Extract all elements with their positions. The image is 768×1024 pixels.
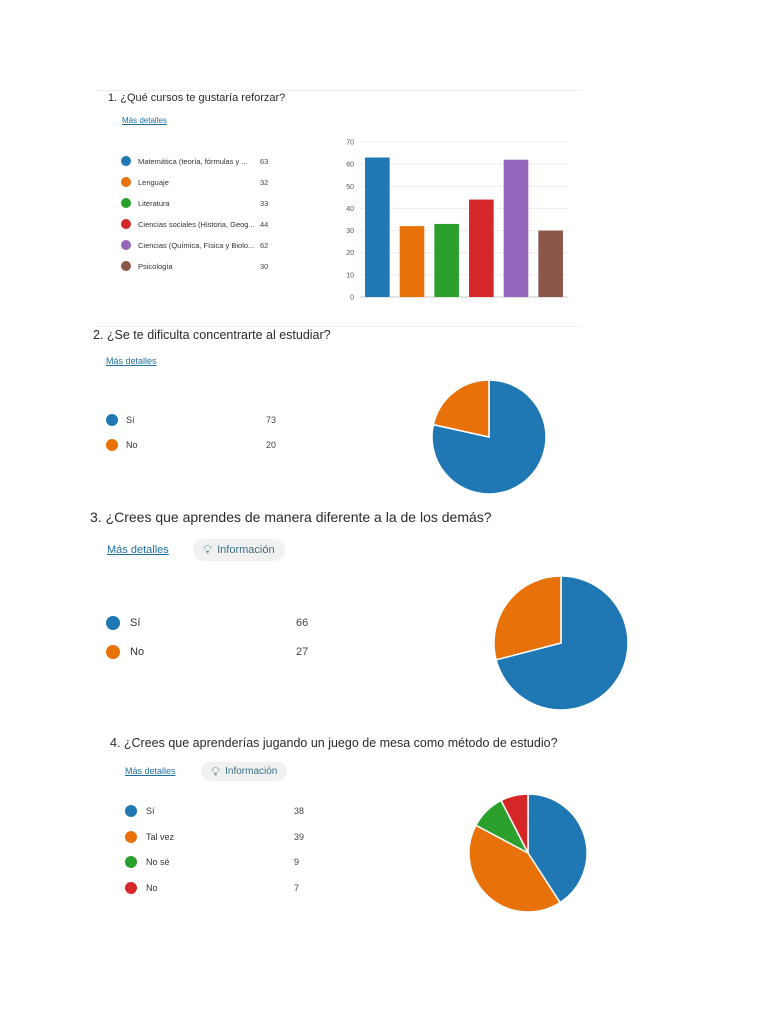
y-tick-label: 60 [346, 161, 354, 169]
legend-swatch [125, 856, 137, 868]
bar [504, 160, 529, 297]
legend-item [106, 645, 309, 659]
legend-value: 38 [294, 806, 305, 816]
bar [538, 231, 563, 297]
info-button-label: Información [217, 544, 275, 556]
legend-value: 30 [260, 261, 269, 271]
legend-item [121, 177, 269, 187]
legend-label: Ciencias sociales (Historia, Geog... [138, 219, 255, 229]
pie-slice [469, 825, 560, 912]
legend-label: Sí [130, 617, 141, 629]
bar [365, 158, 390, 298]
question-3-info-button[interactable] [193, 539, 285, 561]
legend-item [121, 261, 269, 271]
legend-swatch [121, 261, 131, 271]
legend-value: 9 [294, 857, 300, 867]
y-tick-label: 20 [346, 250, 354, 258]
legend-value: 66 [296, 617, 309, 629]
question-4-info-button[interactable] [201, 762, 287, 781]
info-button-label: Información [225, 766, 278, 777]
bar [400, 226, 425, 297]
legend-label: No [130, 646, 145, 658]
legend-item [125, 831, 305, 843]
legend-item [125, 805, 305, 817]
legend-label: Lenguaje [138, 177, 169, 187]
pie-slice [433, 380, 489, 437]
legend-value: 27 [296, 646, 309, 658]
lightbulb-icon: 💡︎ [203, 542, 213, 557]
bar [469, 200, 494, 297]
legend-label: Literatura [138, 198, 170, 208]
legend-swatch [121, 219, 131, 229]
legend-swatch [121, 240, 131, 250]
y-tick-label: 0 [350, 294, 354, 302]
legend-value: 39 [294, 832, 305, 842]
legend-label: Sí [126, 415, 135, 425]
legend-value: 63 [260, 156, 269, 166]
legend-value: 62 [260, 240, 269, 250]
legend-swatch [121, 177, 131, 187]
legend-label: Matemática (teoría, fórmulas y ... [138, 156, 248, 166]
legend-swatch [121, 156, 131, 166]
legend-swatch [106, 616, 120, 630]
legend-label: Ciencias (Química, Física y Biolo... [138, 240, 255, 250]
legend-swatch [125, 882, 137, 894]
legend-item [125, 856, 300, 868]
y-tick-label: 70 [346, 139, 354, 147]
question-3-title: 3. ¿Crees que aprendes de manera diferente a la de los demás? [90, 509, 492, 525]
legend-value: 73 [266, 415, 277, 425]
legend-label: No sé [146, 857, 170, 867]
question-1-details-link[interactable]: Más detalles [122, 116, 167, 125]
legend-swatch [121, 198, 131, 208]
legend-item [125, 882, 300, 894]
legend-label: Sí [146, 806, 155, 816]
pie-slice [496, 576, 628, 710]
y-tick-label: 50 [346, 183, 354, 191]
question-2-details-link[interactable]: Más detalles [106, 356, 157, 366]
question-3-details-link[interactable]: Más detalles [107, 544, 169, 556]
legend-value: 44 [260, 219, 269, 229]
legend-item [106, 616, 309, 630]
legend-value: 32 [260, 177, 269, 187]
legend-label: No [146, 883, 158, 893]
pie-slice [501, 794, 528, 853]
pie-slice [494, 576, 561, 660]
bar [434, 224, 459, 297]
pie-slice [528, 794, 587, 903]
legend-item [121, 156, 269, 166]
legend-label: Psicología [138, 261, 173, 271]
y-tick-label: 10 [346, 272, 354, 280]
legend-value: 33 [260, 198, 269, 208]
legend-swatch [106, 439, 118, 451]
lightbulb-icon: 💡︎ [211, 763, 221, 779]
legend-swatch [106, 414, 118, 426]
legend-item [121, 240, 269, 250]
legend-swatch [125, 805, 137, 817]
question-1-title: 1. ¿Qué cursos te gustaría reforzar? [108, 92, 286, 104]
legend-value: 7 [294, 883, 300, 893]
question-2-title: 2. ¿Se te dificulta concentrarte al estudiar? [93, 328, 331, 342]
legend-label: Tal vez [146, 832, 175, 842]
legend-label: No [126, 440, 138, 450]
question-1-bar-chart [330, 132, 580, 307]
y-tick-label: 40 [346, 205, 354, 213]
pie-slice [476, 800, 528, 853]
legend-item [121, 198, 269, 208]
y-tick-label: 30 [346, 228, 354, 236]
legend-swatch [106, 645, 120, 659]
pie-slice [432, 380, 546, 494]
legend-value: 20 [266, 440, 277, 450]
question-4-title: 4. ¿Crees que aprenderías jugando un juego de mesa como método de estudio? [110, 736, 558, 750]
legend-item [121, 219, 269, 229]
legend-item [106, 439, 277, 451]
question-4-details-link[interactable]: Más detalles [125, 766, 176, 776]
legend-item [106, 414, 277, 426]
legend-swatch [125, 831, 137, 843]
